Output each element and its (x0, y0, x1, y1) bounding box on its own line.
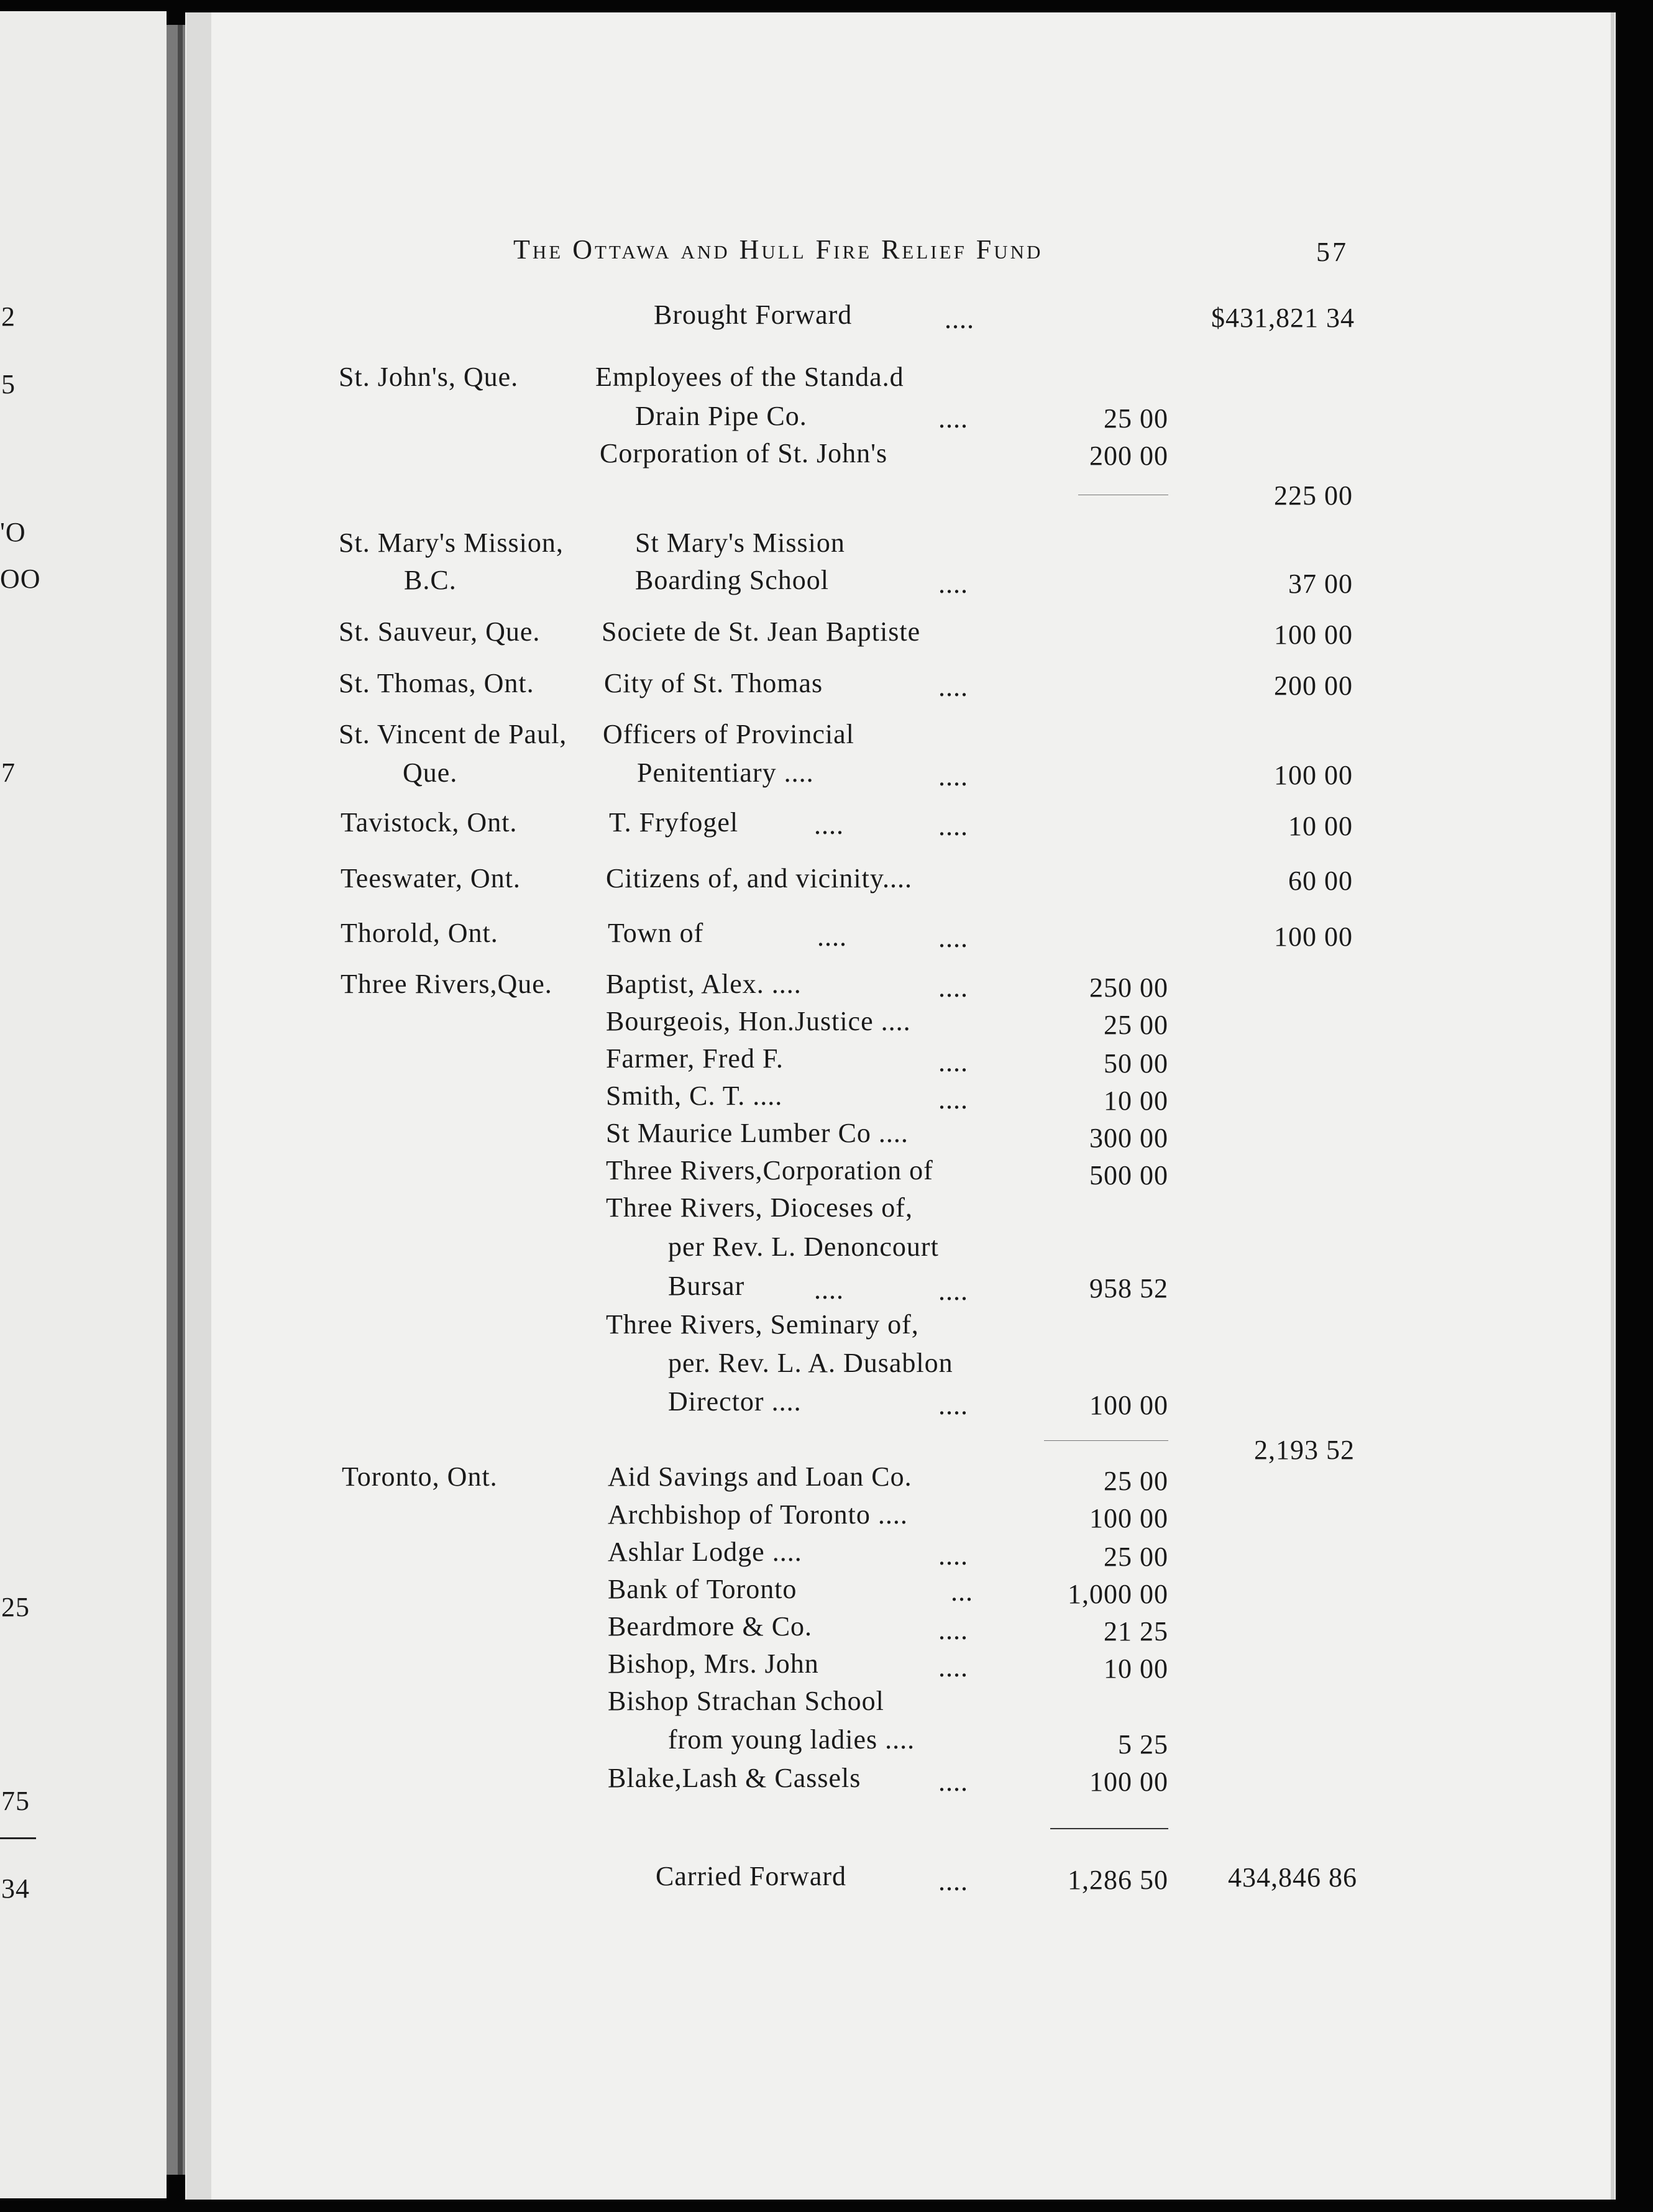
leader-dots: .... (938, 811, 968, 841)
leader-dots: .... (938, 672, 968, 702)
donor: Employees of the Standa.d (595, 362, 904, 392)
amount: 100 00 (1089, 1390, 1168, 1420)
place: St. Vincent de Paul, (339, 719, 567, 749)
leader-dots: .... (938, 1276, 968, 1306)
place: Three Rivers,Que. (341, 969, 552, 999)
place: Que. (403, 757, 458, 788)
amount: 10 00 (1104, 1653, 1168, 1684)
donor: Bursar (668, 1271, 745, 1301)
donor: T. Fryfogel (609, 807, 739, 838)
donor: Three Rivers,Corporation of (606, 1155, 933, 1186)
donor: Bishop, Mrs. John (608, 1648, 819, 1679)
donor: per Rev. L. Denoncourt (668, 1232, 939, 1262)
place-total: 37 00 (1288, 569, 1353, 599)
leader-dots: .... (938, 761, 968, 792)
donor: Drain Pipe Co. (635, 401, 807, 431)
leader-dots: .... (938, 972, 968, 1003)
amount: 100 00 (1089, 1503, 1168, 1533)
page-number: 57 (1316, 237, 1348, 267)
margin-fragment: 2 (1, 301, 16, 332)
amount: 21 25 (1104, 1616, 1168, 1647)
donor: City of St. Thomas (604, 668, 823, 698)
margin-fragment: 75 (1, 1786, 30, 1816)
leader-dots: .... (938, 1615, 968, 1645)
leader-dots: .... (938, 1390, 968, 1420)
leader-dots: .... (938, 1047, 968, 1077)
carried-forward-subtotal: 1,286 50 (1068, 1865, 1168, 1895)
running-header: The Ottawa and Hull Fire Relief Fund (513, 234, 1043, 265)
donor: Smith, C. T. .... (606, 1081, 783, 1111)
place: St. Thomas, Ont. (339, 668, 534, 698)
donor: Citizens of, and vicinity.... (606, 863, 912, 893)
leader-dots: .... (938, 1084, 968, 1115)
place-total: 200 00 (1274, 670, 1353, 701)
carried-forward-label: Carried Forward (656, 1861, 847, 1891)
amount: 25 00 (1104, 1542, 1168, 1572)
amount: 25 00 (1104, 403, 1168, 434)
donor: Bishop Strachan School (608, 1686, 884, 1716)
donor: Blake,Lash & Cassels (608, 1763, 861, 1793)
amount: 100 00 (1089, 1766, 1168, 1797)
leader-dots: .... (938, 1540, 968, 1571)
margin-fragment: 7 (1, 757, 16, 788)
donor: St Mary's Mission (635, 528, 845, 558)
amount: 25 00 (1104, 1466, 1168, 1496)
leader-dots: .... (817, 921, 847, 952)
donor: per. Rev. L. A. Dusablon (668, 1348, 953, 1378)
donor: from young ladies .... (668, 1724, 915, 1755)
place: St. Sauveur, Que. (339, 616, 541, 647)
margin-fragment: 34 (1, 1873, 30, 1904)
margin-fragment: 25 (1, 1592, 30, 1622)
place-total: 10 00 (1288, 811, 1353, 841)
place: B.C. (404, 565, 457, 595)
margin-fragment: 'O (0, 517, 26, 547)
place: St. Mary's Mission, (339, 528, 564, 558)
donor: Penitentiary .... (637, 757, 814, 788)
donor: Archbishop of Toronto .... (608, 1499, 908, 1530)
leader-dots: .... (938, 1766, 968, 1797)
amount: 958 52 (1089, 1273, 1168, 1304)
place-total: 2,193 52 (1254, 1435, 1355, 1465)
leader-dots: ... (951, 1576, 973, 1607)
subtotal-rule (1044, 1440, 1168, 1441)
carried-forward-dots: .... (938, 1866, 968, 1896)
brought-forward-label: Brought Forward (654, 299, 853, 330)
donor: Director .... (668, 1386, 802, 1417)
place: Teeswater, Ont. (341, 863, 521, 893)
margin-fragment: OO (0, 564, 41, 594)
carried-forward-total: 434,846 86 (1228, 1862, 1357, 1893)
leader-dots: .... (938, 1652, 968, 1683)
amount: 300 00 (1089, 1123, 1168, 1153)
donor: Boarding School (635, 565, 829, 595)
brought-forward-dots: .... (945, 304, 974, 334)
amount: 25 00 (1104, 1010, 1168, 1040)
subtotal-rule (1050, 1828, 1168, 1829)
donor: Beardmore & Co. (608, 1611, 813, 1642)
donor: Three Rivers, Seminary of, (606, 1309, 919, 1340)
leader-dots: .... (938, 923, 968, 953)
donor: Town of (608, 918, 704, 948)
place-total: 225 00 (1274, 480, 1353, 511)
leader-dots: .... (938, 569, 968, 599)
leader-dots: .... (814, 810, 844, 840)
amount: 500 00 (1089, 1160, 1168, 1191)
donor: St Maurice Lumber Co .... (606, 1118, 909, 1148)
donor: Aid Savings and Loan Co. (608, 1461, 912, 1492)
place-total: 100 00 (1274, 760, 1353, 790)
donor: Ashlar Lodge .... (608, 1537, 802, 1567)
place-total: 100 00 (1274, 619, 1353, 650)
donor: Bourgeois, Hon.Justice .... (606, 1006, 911, 1036)
place: Thorold, Ont. (341, 918, 498, 948)
donor: Three Rivers, Dioceses of, (606, 1192, 913, 1223)
brought-forward-amount: $431,821 34 (1211, 303, 1355, 333)
amount: 1,000 00 (1068, 1579, 1168, 1609)
donor: Societe de St. Jean Baptiste (602, 616, 921, 647)
donor: Farmer, Fred F. (606, 1043, 784, 1074)
place: Toronto, Ont. (342, 1461, 498, 1492)
donor: Officers of Provincial (603, 719, 854, 749)
donor: Corporation of St. John's (600, 438, 888, 468)
leader-dots: .... (938, 403, 968, 434)
facing-page-edge (0, 11, 167, 2198)
amount: 5 25 (1118, 1729, 1168, 1760)
place: Tavistock, Ont. (341, 807, 518, 838)
margin-fragment: 5 (1, 369, 16, 400)
place: St. John's, Que. (339, 362, 519, 392)
margin-rule (0, 1837, 36, 1839)
donor: Baptist, Alex. .... (606, 969, 802, 999)
place-total: 100 00 (1274, 921, 1353, 952)
amount: 250 00 (1089, 972, 1168, 1003)
donor: Bank of Toronto (608, 1574, 797, 1604)
amount: 10 00 (1104, 1085, 1168, 1116)
place-total: 60 00 (1288, 866, 1353, 896)
amount: 200 00 (1089, 441, 1168, 471)
leader-dots: .... (814, 1274, 844, 1305)
amount: 50 00 (1104, 1048, 1168, 1079)
page-paper (185, 12, 1616, 2200)
